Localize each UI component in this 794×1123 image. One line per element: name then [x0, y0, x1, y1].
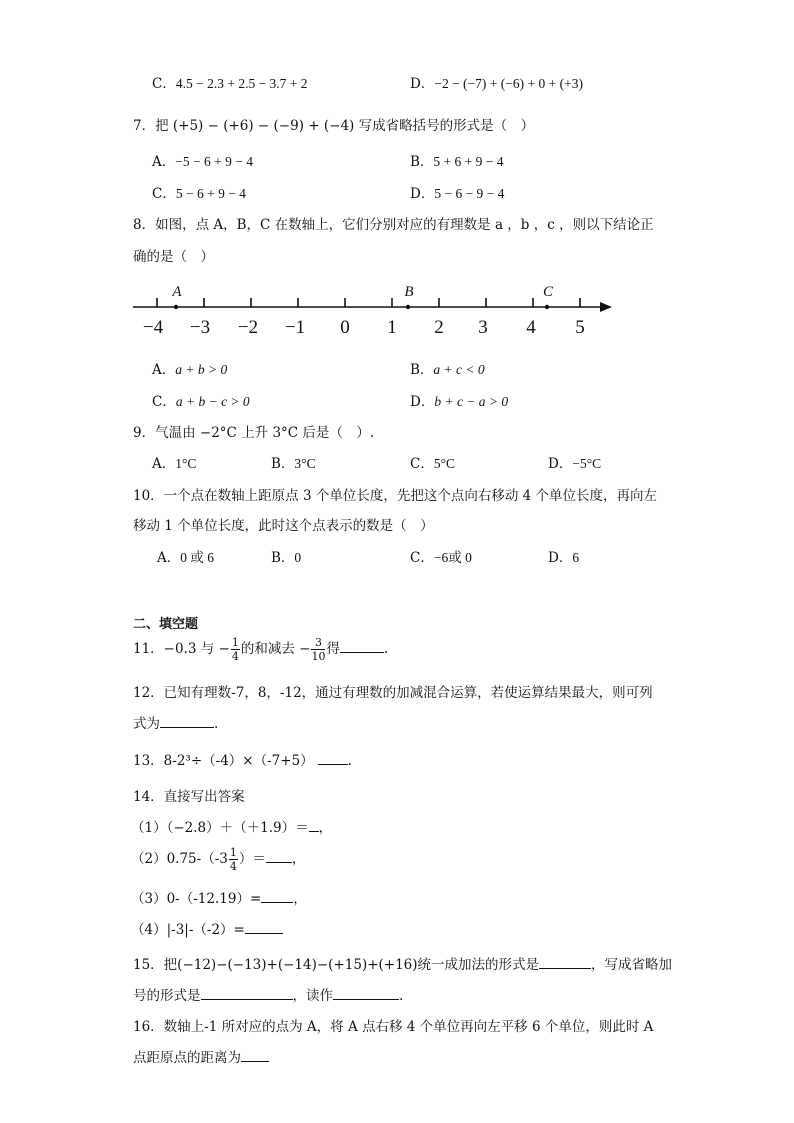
option-text: 0 或 6 [180, 550, 214, 565]
q11-suffix: 得 [326, 641, 340, 657]
q9-stem: 9．气温由 −2°C 上升 3°C 后是（ ）. [133, 425, 375, 441]
number-line-tick-label: −2 [237, 317, 259, 338]
q10-option-d [548, 546, 579, 566]
q5-option-d [410, 72, 583, 92]
number-line-point [406, 305, 410, 309]
option-label: B． [410, 362, 434, 378]
q14-part1-text: （1）（−2.8）＋（＋1.9）＝ [131, 820, 309, 836]
q16-line2 [133, 1046, 269, 1066]
q7-option-d [410, 182, 504, 202]
option-label: B． [271, 550, 295, 566]
option-text: a + b − c > 0 [175, 394, 250, 409]
q10-stem-line2: 移动 1 个单位长度，此时这个点表示的数是（ ） [133, 518, 434, 534]
q14-part1 [131, 816, 332, 836]
option-text: −5°C [572, 456, 602, 471]
option-text: −2 − (−7) + (−6) + 0 + (+3) [434, 76, 583, 91]
fraction-denominator: 4 [231, 650, 239, 663]
q13-end: . [347, 753, 352, 769]
option-text: 5 − 6 − 9 − 4 [434, 186, 505, 201]
q12-line2 [133, 712, 218, 732]
q15-line2 [133, 984, 403, 1004]
option-text: 5 − 6 + 9 − 4 [175, 186, 246, 201]
number-line-point-label: C [542, 284, 554, 300]
q10-stem-line1: 10．一个点在数轴上距原点 3 个单位长度，先把这个点向右移动 4 个单位长度，再向左 [133, 488, 658, 504]
q15-end: . [399, 988, 404, 1004]
q14-part1-end: ， [318, 820, 333, 836]
option-label: D． [410, 186, 435, 202]
number-line-figure [0, 280, 794, 350]
option-label: D． [410, 394, 435, 410]
q9-option-a [152, 452, 196, 472]
option-label: B． [271, 456, 295, 472]
option-label: A． [152, 456, 176, 472]
q8-option-b [410, 358, 485, 378]
number-line-point-label: A [172, 284, 182, 300]
number-line-tick-label: −3 [189, 317, 211, 338]
option-text: a + b > 0 [175, 362, 228, 377]
fraction-denominator: 4 [229, 860, 237, 873]
q8-stem-line1: 8．如图，点 A，B，C 在数轴上，它们分别对应的有理数是 a ，b ，c ，则以下结论正 [133, 217, 654, 233]
q16-line2-text: 点距原点的距离为 [133, 1050, 241, 1066]
q7-option-b [410, 150, 504, 170]
option-label: C． [152, 394, 176, 410]
answer-blank[interactable] [241, 1049, 269, 1062]
q8-option-a [152, 358, 227, 378]
fraction [229, 846, 238, 873]
fraction-numerator: 1 [229, 846, 237, 859]
number-line-tick-label: 5 [575, 317, 585, 338]
q8-option-c [152, 390, 250, 410]
answer-blank[interactable] [160, 715, 214, 728]
q9-option-c [410, 452, 455, 472]
q10-option-c [410, 546, 472, 566]
q12-line2-text: 式为 [133, 716, 160, 732]
option-label: A． [157, 550, 181, 566]
q11-prefix: 11．−0.3 与 − [133, 641, 230, 657]
q14-part2-end: ， [291, 851, 306, 867]
q15-line2-text-mid: ，读作 [292, 988, 333, 1004]
option-text: 4.5 − 2.3 + 2.5 − 3.7 + 2 [175, 76, 308, 91]
option-label: C． [152, 76, 176, 92]
q13-text: 13．8-2³÷（-4）×（-7+5） [133, 753, 314, 769]
number-line-tick-label: 0 [340, 317, 350, 338]
option-label: C． [410, 456, 434, 472]
q7-option-c [152, 182, 246, 202]
q14-part2 [131, 846, 305, 873]
q10-option-a [157, 546, 214, 566]
answer-blank[interactable] [309, 819, 319, 832]
number-line-arrow-icon [600, 302, 612, 312]
q11 [133, 636, 388, 663]
answer-blank[interactable] [318, 752, 348, 765]
q14-part3 [131, 887, 307, 907]
q14-part2-prefix: （2）0.75-（-3 [131, 851, 228, 867]
option-text: −5 − 6 + 9 − 4 [175, 154, 253, 169]
q14-stem: 14．直接写出答案 [133, 789, 245, 805]
number-line-tick-label: 4 [526, 317, 536, 338]
fraction-numerator: 1 [231, 636, 239, 649]
option-text: 5°C [433, 456, 455, 471]
option-label: B． [410, 154, 434, 170]
q11-end: . [383, 641, 389, 657]
number-line-tick-label: −4 [142, 317, 164, 338]
q14-part3-end: ， [293, 891, 307, 907]
option-label: D． [410, 76, 435, 92]
option-label: A． [152, 362, 176, 378]
fraction [311, 636, 325, 663]
option-text: −6或 0 [433, 550, 472, 565]
option-text: 1°C [175, 456, 197, 471]
q15-line1-text: 15．把(−12)−(−13)+(−14)−(+15)+(+16)统一成加法的形式是 [133, 957, 540, 973]
answer-blank[interactable] [539, 956, 591, 969]
q9-option-b [271, 452, 316, 472]
q15-line1-text-end: ，写成省略加 [591, 957, 673, 973]
option-label: D． [548, 456, 573, 472]
number-line-point-label: B [404, 284, 414, 300]
option-text: b + c − a > 0 [434, 394, 509, 409]
q14-part4 [131, 918, 283, 938]
q8-stem-line2: 确的是（ ） [133, 249, 214, 265]
answer-blank[interactable] [340, 640, 384, 653]
option-text: 6 [572, 550, 580, 565]
option-label: A． [152, 154, 176, 170]
option-label: C． [410, 550, 434, 566]
fraction [231, 636, 240, 663]
q11-middle: 的和减去 − [240, 641, 311, 657]
fraction-denominator: 10 [311, 650, 326, 663]
answer-blank[interactable] [245, 921, 283, 934]
q16-line1: 16．数轴上-1 所对应的点为 A，将 A 点右移 4 个单位再向左平移 6 个单位，则此时 A [133, 1019, 654, 1035]
option-text: 0 [294, 550, 302, 565]
number-line-point [174, 305, 178, 309]
answer-blank[interactable] [201, 987, 293, 1000]
option-text: 3°C [294, 456, 316, 471]
q14-part2-suffix: ）＝ [238, 851, 266, 867]
q14-part3-text: （3）0-（-12.19）= [131, 891, 262, 907]
q15-line1 [133, 953, 672, 973]
q12-line1: 12．已知有理数-7，8，-12，通过有理数的加减混合运算，若使运算结果最大，则可列 [133, 685, 653, 701]
q10-option-b [271, 546, 301, 566]
q12-end: . [214, 716, 219, 732]
answer-blank[interactable] [266, 850, 292, 863]
number-line-tick-label: 1 [387, 317, 397, 338]
option-label: D． [548, 550, 573, 566]
answer-blank[interactable] [261, 890, 293, 903]
number-line-tick-label: −1 [284, 317, 306, 338]
option-text: 5 + 6 + 9 − 4 [433, 154, 504, 169]
option-text: a + c < 0 [433, 362, 485, 377]
number-line-tick-label: 3 [478, 317, 488, 338]
fraction-numerator: 3 [311, 636, 325, 650]
answer-blank[interactable] [333, 987, 399, 1000]
q9-option-d [548, 452, 601, 472]
q8-option-d [410, 390, 508, 410]
option-label: C． [152, 186, 176, 202]
number-line-point [545, 305, 549, 309]
section-title: 二、填空题 [133, 617, 199, 632]
q7-stem: 7．把 (+5) − (+6) − (−9) + (−4) 写成省略括号的形式是（ ） [133, 118, 535, 134]
q14-part4-text: （4）|-3|-（-2）= [131, 922, 245, 938]
q13 [133, 749, 352, 769]
q15-line2-text: 号的形式是 [133, 988, 201, 1004]
number-line-tick-label: 2 [434, 317, 444, 338]
q5-option-c [152, 72, 308, 92]
q7-option-a [152, 150, 253, 170]
